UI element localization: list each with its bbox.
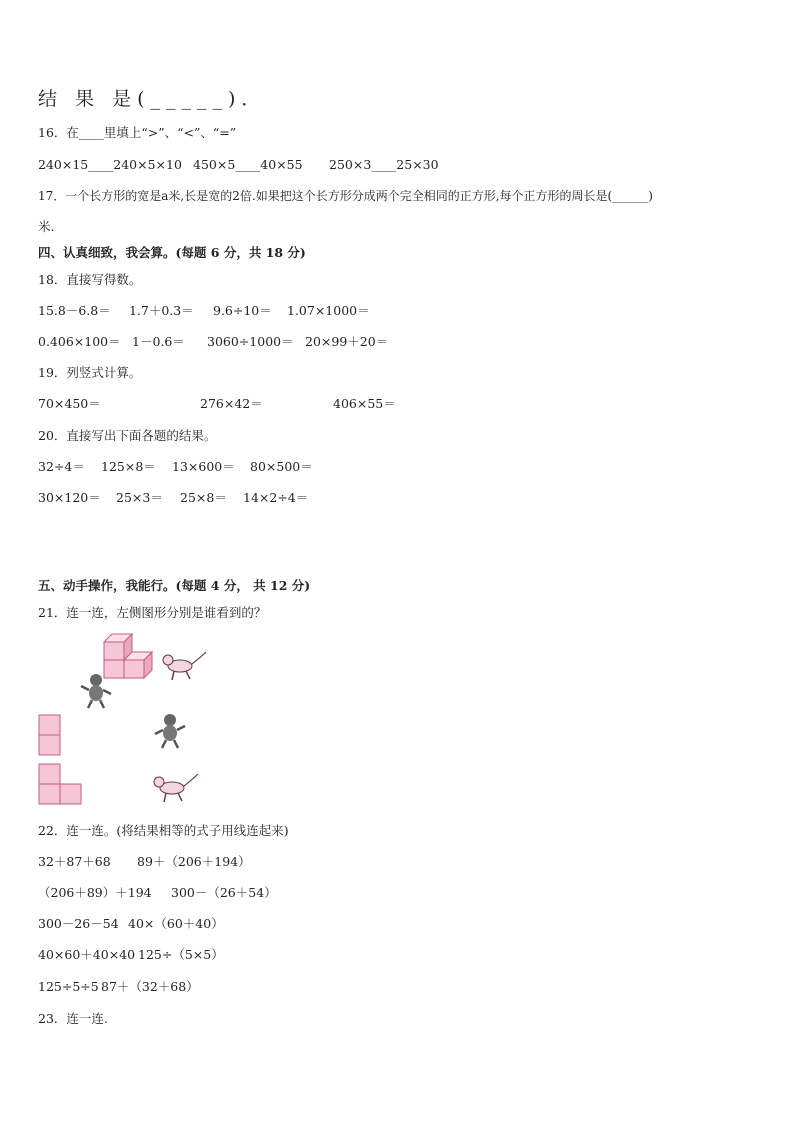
view-two-vertical-squares bbox=[38, 714, 62, 758]
q20-r2-c1: 30×120＝ bbox=[38, 490, 101, 505]
q20-r2-c3: 25×8＝ bbox=[180, 490, 227, 505]
q20-title: 20．直接写出下面各题的结果。 bbox=[38, 428, 217, 443]
dog-icon bbox=[150, 770, 202, 806]
q20-r1-c4: 80×500＝ bbox=[250, 459, 313, 474]
view-l-shape bbox=[38, 763, 84, 807]
q19-title: 19．列竖式计算。 bbox=[38, 365, 142, 380]
q16-item-1: 240×15____240×5×10 bbox=[38, 157, 182, 172]
q19-item-1: 70×450＝ bbox=[38, 396, 101, 411]
q18-r2-c1: 0.406×100＝ bbox=[38, 334, 121, 349]
q22-r4-right: 125÷（5×5） bbox=[138, 947, 224, 962]
q22-r2-right: 300－（26＋54） bbox=[171, 885, 277, 900]
q19-item-2: 276×42＝ bbox=[200, 396, 263, 411]
q20-r2-c2: 25×3＝ bbox=[116, 490, 163, 505]
q18-r2-c3: 3060÷1000＝ bbox=[207, 334, 294, 349]
q22-r4-left: 40×60＋40×40 bbox=[38, 947, 136, 962]
q20-r2-c4: 14×2÷4＝ bbox=[243, 490, 309, 505]
dog-icon bbox=[160, 648, 210, 684]
q20-r1-c1: 32÷4＝ bbox=[38, 459, 85, 474]
section-5-heading: 五、动手操作，我能行。(每题 4 分， 共 12 分) bbox=[38, 578, 311, 593]
q22-r5-right: 87＋（32＋68） bbox=[101, 979, 199, 994]
q22-r1-right: 89＋（206＋194） bbox=[137, 854, 251, 869]
q16-item-2: 450×5____40×55 bbox=[193, 157, 303, 172]
q22-r2-left: （206＋89）＋194 bbox=[38, 885, 152, 900]
q22-r5-left: 125÷5÷5 bbox=[38, 979, 99, 994]
q18-r1-c3: 9.6÷10＝ bbox=[213, 303, 272, 318]
q18-r2-c4: 20×99＋20＝ bbox=[305, 334, 389, 349]
q22-r3-right: 40×（60＋40） bbox=[128, 916, 224, 931]
q15-answer-line: 结 果 是(_____)． bbox=[38, 88, 267, 110]
q18-r1-c1: 15.8－6.8＝ bbox=[38, 303, 111, 318]
q17-line1: 17．一个长方形的宽是a米,长是宽的2倍.如果把这个长方形分成两个完全相同的正方形,每个正方形的周长是(______) bbox=[38, 189, 653, 203]
q16-item-3: 250×3____25×30 bbox=[329, 157, 439, 172]
monkey-icon bbox=[152, 712, 188, 750]
q22-r1-left: 32＋87＋68 bbox=[38, 854, 111, 869]
q17-line2: 米. bbox=[38, 219, 55, 234]
q18-r1-c2: 1.7＋0.3＝ bbox=[129, 303, 194, 318]
section-4-heading: 四、认真细致，我会算。(每题 6 分，共 18 分) bbox=[38, 245, 306, 260]
q19-item-3: 406×55＝ bbox=[333, 396, 396, 411]
monkey-icon bbox=[78, 672, 114, 710]
q20-r1-c3: 13×600＝ bbox=[172, 459, 235, 474]
q22-r3-left: 300－26－54 bbox=[38, 916, 119, 931]
q20-r1-c2: 125×8＝ bbox=[101, 459, 156, 474]
q18-r1-c4: 1.07×1000＝ bbox=[287, 303, 370, 318]
q23-title: 23．连一连. bbox=[38, 1011, 108, 1026]
q22-title: 22．连一连。(将结果相等的式子用线连起来) bbox=[38, 823, 289, 838]
q18-title: 18．直接写得数。 bbox=[38, 272, 142, 287]
q18-r2-c2: 1－0.6＝ bbox=[132, 334, 185, 349]
q16-title: 16．在____里填上“>”、“<”、“=” bbox=[38, 125, 237, 140]
q21-title: 21．连一连，左侧图形分别是谁看到的？ bbox=[38, 605, 267, 620]
